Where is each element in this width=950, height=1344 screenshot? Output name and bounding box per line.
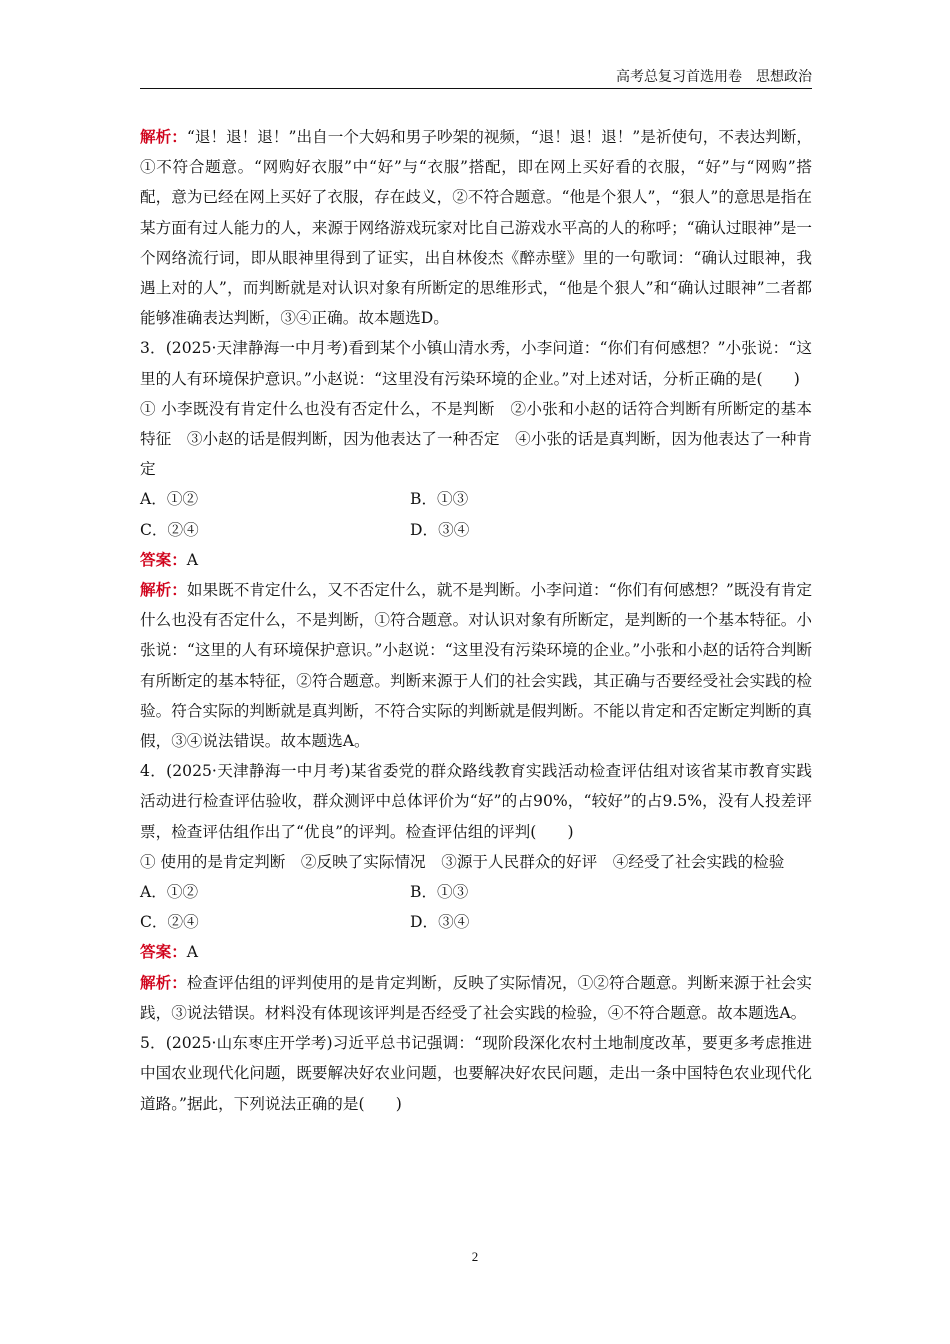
answer-value: A (186, 550, 199, 569)
answer-label: 答案： (140, 942, 187, 962)
analysis-block (140, 575, 812, 756)
option-row (140, 877, 812, 907)
answer-value: A (186, 943, 199, 962)
question-stem: 4．(2025·天津静海一中月考)某省委党的群众路线教育实践活动检查评估组对该省某市教育实践活动进行检查评估验收，群众测评中总体评价为“好”的占90%，“较好”的占9.5%，没有人投差评票，检查评估组作出了“优良”的评判。检查评估组的评判( ) (140, 762, 812, 841)
option-b: B．①③ (410, 490, 469, 509)
running-header: 高考总复习首选用卷 思想政治 (616, 69, 812, 85)
answer-label: 答案： (140, 549, 187, 569)
option-a: A．①② (140, 490, 199, 509)
analysis-text: 如果既不肯定什么，又不否定什么，就不是判断。小李问道：“你们有何感想？”既没有肯定什么也没有否定什么，不是判断，①符合题意。对认识对象有所断定，是判断的一个基本特征。小张说：“这里的人有环境保护意识。”小赵说：“这里没有污染环境的企业。”小张和小赵的话符合判断有所断定的基本特征，②符合题意。判断来源于人们的社会实践，其正确与否要经受社会实践的检验。符合实际的判断就是真判断，不符合实际的判断就是假判断。不能以肯定和否定断定判断的真假，③④说法错误。故本题选A。 (140, 581, 812, 751)
page-number: 2 (471, 1249, 479, 1264)
option-row (140, 484, 812, 514)
prev-analysis (140, 122, 812, 333)
analysis-label: 解析： (140, 580, 187, 600)
header-rule (140, 88, 812, 89)
question-stem: 5．(2025·山东枣庄开学考)习近平总书记强调：“现阶段深化农村土地制度改革，要更多考虑推进中国农业现代化问题，既要解决好农业问题，也要解决好农民问题，走出一条中国特色农业现代化道路。”据此，下列说法正确的是( ) (140, 1034, 812, 1113)
analysis-block (140, 968, 812, 1028)
analysis-text: 检查评估组的评判使用的是肯定判断，反映了实际情况，①②符合题意。判断来源于社会实践，③说法错误。材料没有体现该评判是否经受了社会实践的检验，④不符合题意。故本题选A。 (140, 973, 812, 1022)
option-c: C．②④ (140, 520, 199, 539)
answer-line (140, 937, 812, 967)
option-d: D．③④ (410, 520, 470, 539)
question-statements: ① 小李既没有肯定什么也没有否定什么，不是判断 ②小张和小赵的话符合判断有所断定的基本特征 ③小赵的话是假判断，因为他表达了一种否定 ④小张的话是真判断，因为他表达了一种肯定 (140, 399, 812, 479)
option-c: C．②④ (140, 913, 199, 932)
question-stem: 3．(2025·天津静海一中月考)看到某个小镇山清水秀，小李问道：“你们有何感想？”小张说：“这里的人有环境保护意识。”小赵说：“这里没有污染环境的企业。”对上述对话，分析正确的是( ) (140, 339, 812, 388)
analysis-text: “退！退！退！”出自一个大妈和男子吵架的视频，“退！退！退！”是祈使句，不表达判断，①不符合题意。“网购好衣服”中“好”与“衣服”搭配，即在网上买好看的衣服，“好”与“网购”搭配，意为已经在网上买好了衣服，存在歧义，②不符合题意。“他是个狠人”，“狠人”的意思是指在某方面有过人能力的人，来源于网络游戏玩家对比自己游戏水平高的人的称呼；“确认过眼神”是一个网络流行词，即从眼神里得到了证实，出自林俊杰《醉赤壁》里的一句歌词：“确认过眼神，我遇上对的人”，而判断就是对认识对象有所断定的思维形式，“他是个狠人”和“确认过眼神”二者都能够准确表达判断，③④正确。故本题选D。 (140, 128, 812, 328)
option-b: B．①③ (410, 883, 469, 902)
question-statements: ① 使用的是肯定判断 ②反映了实际情况 ③源于人民群众的好评 ④经受了社会实践的检验 (140, 852, 785, 871)
option-d: D．③④ (410, 913, 470, 932)
answer-line (140, 545, 812, 575)
analysis-label: 解析： (140, 972, 187, 992)
option-row (140, 907, 812, 937)
option-a: A．①② (140, 883, 199, 902)
analysis-label: 解析： (140, 127, 187, 146)
page-content (140, 122, 812, 1119)
option-row (140, 515, 812, 545)
